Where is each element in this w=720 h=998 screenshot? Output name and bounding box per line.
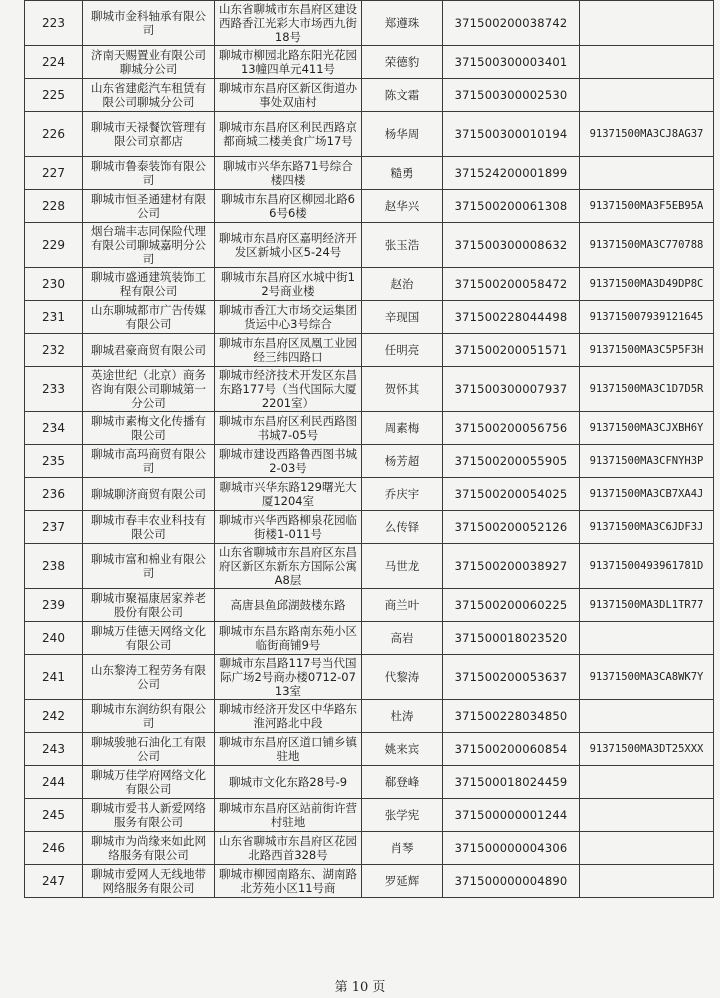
credit-code: 91371500MA3C770788 xyxy=(580,223,714,268)
company-name: 聊城万佳学府网络文化有限公司 xyxy=(83,766,215,799)
credit-code xyxy=(580,157,714,190)
row-number: 239 xyxy=(25,589,83,622)
company-name: 聊城市春丰农业科技有限公司 xyxy=(83,511,215,544)
company-address: 聊城市东昌府区嘉明经济开发区新城小区5-24号 xyxy=(215,223,362,268)
company-address: 山东省聊城市东昌府区东昌府区新区东新东方国际公寓A8层 xyxy=(215,544,362,589)
legal-representative: 代黎涛 xyxy=(362,655,443,700)
company-name: 山东黎涛工程劳务有限公司 xyxy=(83,655,215,700)
company-name: 山东聊城都市广告传媒有限公司 xyxy=(83,301,215,334)
row-number: 240 xyxy=(25,622,83,655)
row-number: 234 xyxy=(25,412,83,445)
table-row xyxy=(25,700,714,733)
legal-representative: 杨华周 xyxy=(362,112,443,157)
registry-table-page xyxy=(24,0,704,898)
credit-code: 91371500MA3CFNYH3P xyxy=(580,445,714,478)
table-row xyxy=(25,412,714,445)
credit-code: 91371500MA3CJ8AG37 xyxy=(580,112,714,157)
company-address: 山东省聊城市东昌府区建设西路香江光彩大市场西九街18号 xyxy=(215,1,362,46)
table-row xyxy=(25,799,714,832)
registration-number: 371500228044498 xyxy=(443,301,580,334)
company-address: 聊城市兴华西路柳泉花园临街楼1-011号 xyxy=(215,511,362,544)
credit-code xyxy=(580,766,714,799)
table-row xyxy=(25,622,714,655)
company-name: 聊城市鲁泰装饰有限公司 xyxy=(83,157,215,190)
legal-representative: 贺怀其 xyxy=(362,367,443,412)
legal-representative: 商兰叶 xyxy=(362,589,443,622)
legal-representative: 糙勇 xyxy=(362,157,443,190)
table-row xyxy=(25,79,714,112)
registration-number: 371500000004306 xyxy=(443,832,580,865)
row-number: 228 xyxy=(25,190,83,223)
company-name: 聊城市金科轴承有限公司 xyxy=(83,1,215,46)
credit-code xyxy=(580,700,714,733)
credit-code: 91371500MA3CA8WK7Y xyxy=(580,655,714,700)
table-row xyxy=(25,766,714,799)
table-row xyxy=(25,190,714,223)
registration-number: 371500018023520 xyxy=(443,622,580,655)
table-row xyxy=(25,445,714,478)
registration-number: 371500200060854 xyxy=(443,733,580,766)
table-row xyxy=(25,544,714,589)
table-row xyxy=(25,301,714,334)
legal-representative: 郑遵珠 xyxy=(362,1,443,46)
credit-code: 9137150049396178​1D xyxy=(580,544,714,589)
legal-representative: 陈文霜 xyxy=(362,79,443,112)
company-address: 聊城市东昌府区利民西路图书城7-05号 xyxy=(215,412,362,445)
company-address: 聊城市经济开发区中华路东淮河路北中段 xyxy=(215,700,362,733)
company-name: 聊城君豪商贸有限公司 xyxy=(83,334,215,367)
legal-representative: 乔庆宇 xyxy=(362,478,443,511)
table-row xyxy=(25,46,714,79)
credit-code xyxy=(580,46,714,79)
registration-number: 371500200038927 xyxy=(443,544,580,589)
table-row xyxy=(25,511,714,544)
company-name: 聊城市为尚缘来如此网络服务有限公司 xyxy=(83,832,215,865)
credit-code: 91371500MA3DL1TR77 xyxy=(580,589,714,622)
registration-number: 371500000001244 xyxy=(443,799,580,832)
table-row xyxy=(25,112,714,157)
registration-number: 371500200051571 xyxy=(443,334,580,367)
company-address: 聊城市东昌东路南东苑小区临街商铺9号 xyxy=(215,622,362,655)
company-name: 聊城聊济商贸有限公司 xyxy=(83,478,215,511)
table-row xyxy=(25,733,714,766)
row-number: 237 xyxy=(25,511,83,544)
company-name: 聊城市天禄餐饮管理有限公司京都店 xyxy=(83,112,215,157)
row-number: 244 xyxy=(25,766,83,799)
company-address: 聊城市东昌府区站前街许营村驻地 xyxy=(215,799,362,832)
row-number: 247 xyxy=(25,865,83,898)
registration-number: 371500300010194 xyxy=(443,112,580,157)
row-number: 231 xyxy=(25,301,83,334)
company-address: 聊城市柳园北路东阳光花园13幢四单元411号 xyxy=(215,46,362,79)
company-address: 聊城市东昌府区道口铺乡镇驻地 xyxy=(215,733,362,766)
company-address: 聊城市兴华东路71号综合楼四楼 xyxy=(215,157,362,190)
legal-representative: 杨芳超 xyxy=(362,445,443,478)
company-name: 山东省建彪汽车租赁有限公司聊城分公司 xyxy=(83,79,215,112)
company-registry-table xyxy=(24,0,714,898)
table-row xyxy=(25,655,714,700)
row-number: 233 xyxy=(25,367,83,412)
table-row xyxy=(25,157,714,190)
row-number: 242 xyxy=(25,700,83,733)
credit-code xyxy=(580,1,714,46)
company-address: 聊城市柳园南路东、湖南路北芳苑小区11号商 xyxy=(215,865,362,898)
registration-number: 371500018024459 xyxy=(443,766,580,799)
credit-code: 91371500MA3D49DP8C xyxy=(580,268,714,301)
credit-code: 91371500793912164​5 xyxy=(580,301,714,334)
row-number: 235 xyxy=(25,445,83,478)
legal-representative: 姚来宾 xyxy=(362,733,443,766)
credit-code xyxy=(580,865,714,898)
registration-number: 371500200053637 xyxy=(443,655,580,700)
legal-representative: 张学宪 xyxy=(362,799,443,832)
registration-number: 371500300008632 xyxy=(443,223,580,268)
row-number: 225 xyxy=(25,79,83,112)
registration-number: 371500200038742 xyxy=(443,1,580,46)
table-row xyxy=(25,334,714,367)
registration-number: 371500200061308 xyxy=(443,190,580,223)
company-name: 聊城市盛通建筑装饰工程有限公司 xyxy=(83,268,215,301)
company-address: 聊城市东昌府区凤凰工业园经三纬四路口 xyxy=(215,334,362,367)
legal-representative: 辛现国 xyxy=(362,301,443,334)
company-address: 聊城市东昌府区新区街道办事处双庙村 xyxy=(215,79,362,112)
credit-code xyxy=(580,622,714,655)
company-name: 聊城市素梅文化传播有限公司 xyxy=(83,412,215,445)
company-name: 聊城市聚福康居家养老股份有限公司 xyxy=(83,589,215,622)
registration-number: 371500200054025 xyxy=(443,478,580,511)
company-name: 聊城市高玛商贸有限公司 xyxy=(83,445,215,478)
row-number: 232 xyxy=(25,334,83,367)
company-address: 聊城市文化东路28号-9 xyxy=(215,766,362,799)
legal-representative: 张玉浩 xyxy=(362,223,443,268)
company-address: 聊城市经济技术开发区东昌东路177号（当代国际大厦2201室） xyxy=(215,367,362,412)
company-name: 聊城市爱网人无线地带网络服务有限公司 xyxy=(83,865,215,898)
company-name: 聊城骏驰石油化工有限公司 xyxy=(83,733,215,766)
table-row xyxy=(25,268,714,301)
legal-representative: 杜涛 xyxy=(362,700,443,733)
legal-representative: 赵治 xyxy=(362,268,443,301)
row-number: 245 xyxy=(25,799,83,832)
registration-number: 371524200001899 xyxy=(443,157,580,190)
row-number: 238 xyxy=(25,544,83,589)
legal-representative: 高岩 xyxy=(362,622,443,655)
page-number: 第 10 页 xyxy=(334,980,386,995)
credit-code: 91371500MA3C5P5F3H xyxy=(580,334,714,367)
registration-number: 371500200052126 xyxy=(443,511,580,544)
legal-representative: 周素梅 xyxy=(362,412,443,445)
row-number: 223 xyxy=(25,1,83,46)
company-name: 英途世纪（北京）商务咨询有限公司聊城第一分公司 xyxy=(83,367,215,412)
legal-representative: 赵华兴 xyxy=(362,190,443,223)
row-number: 230 xyxy=(25,268,83,301)
row-number: 229 xyxy=(25,223,83,268)
row-number: 227 xyxy=(25,157,83,190)
company-name: 聊城市东润纺织有限公司 xyxy=(83,700,215,733)
legal-representative: 么传铎 xyxy=(362,511,443,544)
registration-number: 371500000004890 xyxy=(443,865,580,898)
table-row xyxy=(25,367,714,412)
registration-number: 371500228034850 xyxy=(443,700,580,733)
company-address: 聊城市东昌府区柳园北路66号6楼 xyxy=(215,190,362,223)
credit-code: 91371500MA3C1D7D5R xyxy=(580,367,714,412)
table-row xyxy=(25,832,714,865)
legal-representative: 荣德豹 xyxy=(362,46,443,79)
table-body xyxy=(25,1,714,898)
row-number: 246 xyxy=(25,832,83,865)
credit-code xyxy=(580,79,714,112)
credit-code xyxy=(580,832,714,865)
company-address: 聊城市东昌府区利民西路京都商城二楼美食广场17号 xyxy=(215,112,362,157)
credit-code: 91371500MA3C6JDF3J xyxy=(580,511,714,544)
table-row xyxy=(25,589,714,622)
company-address: 聊城市建设西路鲁西图书城2-03号 xyxy=(215,445,362,478)
company-address: 聊城市东昌府区水城中街12号商业楼 xyxy=(215,268,362,301)
company-name: 聊城市恒圣通建材有限公司 xyxy=(83,190,215,223)
credit-code: 91371500MA3F5EB95A xyxy=(580,190,714,223)
table-row xyxy=(25,1,714,46)
company-address: 聊城市兴华东路129曙光大厦1204室 xyxy=(215,478,362,511)
row-number: 224 xyxy=(25,46,83,79)
registration-number: 371500300002530 xyxy=(443,79,580,112)
row-number: 226 xyxy=(25,112,83,157)
company-address: 聊城市东昌路117号当代国际广场2号商办楼0712-0713室 xyxy=(215,655,362,700)
company-name: 聊城万佳德天网络文化有限公司 xyxy=(83,622,215,655)
credit-code xyxy=(580,799,714,832)
registration-number: 371500200060225 xyxy=(443,589,580,622)
credit-code: 91371500MA3DT25XXX xyxy=(580,733,714,766)
company-name: 聊城市爱书人新爱网络服务有限公司 xyxy=(83,799,215,832)
company-address: 山东省聊城市东昌府区花园北路西首328号 xyxy=(215,832,362,865)
table-row xyxy=(25,865,714,898)
row-number: 236 xyxy=(25,478,83,511)
company-name: 聊城市富和棉业有限公司 xyxy=(83,544,215,589)
legal-representative: 任明亮 xyxy=(362,334,443,367)
credit-code: 91371500MA3CB7XA4J xyxy=(580,478,714,511)
registration-number: 371500200056756 xyxy=(443,412,580,445)
company-name: 烟台瑞丰志同保险代理有限公司聊城嘉明分公司 xyxy=(83,223,215,268)
company-address: 聊城市香江大市场交运集团货运中心3号综合 xyxy=(215,301,362,334)
registration-number: 371500300003401 xyxy=(443,46,580,79)
registration-number: 371500200055905 xyxy=(443,445,580,478)
table-row xyxy=(25,478,714,511)
registration-number: 371500300007937 xyxy=(443,367,580,412)
credit-code: 91371500MA3CJXBH6Y xyxy=(580,412,714,445)
legal-representative: 肖琴 xyxy=(362,832,443,865)
legal-representative: 罗延辉 xyxy=(362,865,443,898)
table-row xyxy=(25,223,714,268)
row-number: 241 xyxy=(25,655,83,700)
legal-representative: 马世龙 xyxy=(362,544,443,589)
registration-number: 371500200058472 xyxy=(443,268,580,301)
row-number: 243 xyxy=(25,733,83,766)
company-address: 高唐县鱼邱湖鼓楼东路 xyxy=(215,589,362,622)
legal-representative: 郗登峰 xyxy=(362,766,443,799)
company-name: 济南天赐置业有限公司聊城分公司 xyxy=(83,46,215,79)
